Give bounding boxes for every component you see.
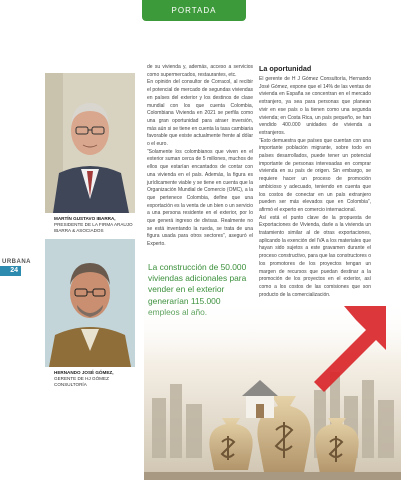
paragraph: El gerente de H J Gómez Consultoría, Hernando José Gómez, expone que el 14% de las ventas de vivienda en España se concentran en el mercado extranjero, ya sea para personas que planean vivir en ese país o la tienen como una segunda vivienda; en Costa Rica, un país pequeño, se han vendido 400.000 unidades de vivienda a extranjeros. (259, 76, 371, 136)
paragraph: de su vivienda y, además, acceso a servicios como supermercados, restaurantes, etc. (147, 64, 253, 78)
caption-hernando-gomez (54, 370, 139, 388)
paragraph: “Solamente los colombianos que viven en el exterior suman cerca de 5 millones, muchos de ellos que estarían encantados de contar con una vivienda en el país. Además, la figura es jurídicamente viable y se tiene en cuenta que la Organización Mundial de Comercio (OMC), a la que pertenece Colombia, define que una exportación es la venta de un bien o un servicio a una persona residente en el exterior, por lo que generá ingreso de divisas. Realmente no se está inventando la rueda, se trata de una figura usada para otros sectores”, aseguró el Experto. (147, 148, 253, 248)
middle-column-text (147, 64, 253, 249)
portrait-hernando-gomez (45, 239, 135, 367)
right-column-text (259, 64, 371, 299)
caption-role: GERENTE DE HJ GÓMEZ CONSULTORÍA (54, 376, 109, 387)
caption-martin-ibarra (54, 216, 139, 234)
section-banner (142, 0, 246, 21)
portrait-martin-ibarra (45, 73, 135, 213)
caption-role: PRESIDENTE DE LA FIRMA ARAUJO IBARRA & ASOCIADOS (54, 222, 133, 233)
magazine-label: URBANA (2, 259, 31, 265)
page-number: 24 (0, 266, 21, 276)
caption-name: MARTÍN GUSTAVO IBARRA, (54, 216, 116, 221)
paragraph: “Esto demuestra que países que cuentan con una importante población migrante, sobre todo en países desarrollados, puede tener un potencial importante de personas interesadas en comprar vivienda en su país de origen. Sin embargo, se requiere hacer un proceso de promoción ambicioso y adecuado, teniendo en cuenta que los costos de conectar en un país extranjero pueden ser más elevados que en Colombia”, afirmó el experto en comercio internacional. (259, 137, 371, 213)
paragraph: En opinión del consultor de Corracol, al recibir el potencial de mercado de segundas viviendas en países del exterior y los destinos de clase mundial con los que cuenta Colombia, Colombiana Vivienda en 2021 se perfila como una gran oportunidad para atraer inversión, más aún si se tiene en cuenta la tasa cambiaria favorable que existe actualmente frente al dólar o el euro. (147, 79, 253, 148)
caption-name: HERNANDO JOSÉ GÓMEZ, (54, 370, 114, 375)
pull-quote: La construcción de 50.000 viviendas adicionales para vender en el exterior (148, 262, 247, 295)
skyline-moneybags-illustration (144, 300, 401, 480)
paragraph: Así está el punto clave de la propuesta de Exportaciones de Vivienda, darle a la vivienda un tratamiento similar al de otras exportaciones, aplicando la exención del IVA a los materiales que hayan sido sujetos a este gravamen durante el proceso constructivo, para que las constructores o los promotores de los proyectos tengan un margen de recursos que puedan destinar a la promoción de los proyectos en el exterior, así como a los costos de las comisiones que son producto de la comercialización. (259, 214, 371, 298)
section-subhead: La oportunidad (259, 64, 312, 73)
section-title: PORTADA (171, 6, 217, 15)
